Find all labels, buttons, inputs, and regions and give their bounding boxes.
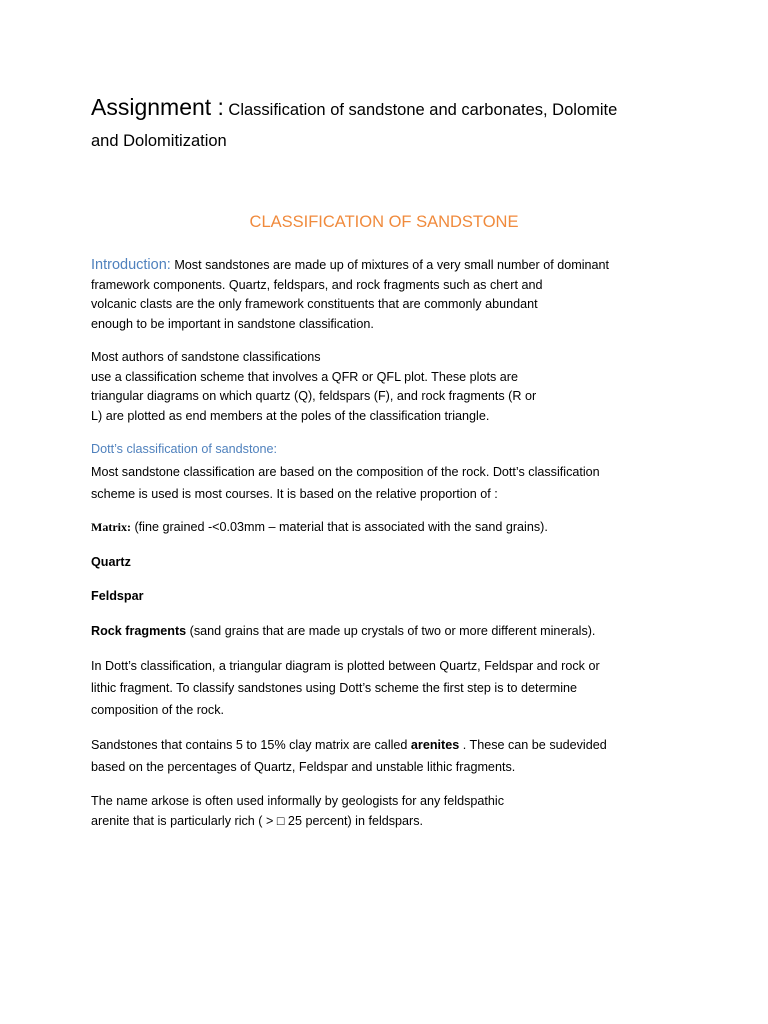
quartz-item	[91, 553, 691, 573]
matrix-label: Matrix:	[91, 520, 131, 534]
matrix-item	[91, 518, 691, 538]
intro-line-4: enough to be important in sandstone classification.	[91, 316, 374, 331]
arkose-line-2: arenite that is particularly rich ( > □ 25 percent) in feldspars.	[91, 813, 424, 828]
arenites-paragraph	[91, 734, 691, 778]
dott-heading	[91, 440, 691, 460]
triangle-paragraph	[91, 655, 691, 721]
title-rest: Classification of sandstone and carbonates, Dolomite	[228, 101, 618, 119]
triangle-line-2: lithic fragment. To classify sandstones using Dott’s scheme the first step is to determine	[91, 681, 578, 695]
dott-intro-line-1: Most sandstone classification are based on the composition of the rock. Dott’s classification	[91, 465, 600, 479]
title-line2: and Dolomitization	[91, 132, 227, 150]
matrix-text: (fine grained -<0.03mm – material that is associated with the sand grains).	[130, 520, 548, 534]
rock-fragments-item	[91, 622, 691, 642]
introduction-paragraph	[91, 256, 691, 334]
arenites-before: Sandstones that contains 5 to 15% clay matrix are called	[91, 738, 411, 752]
feldspar-label: Feldspar	[91, 589, 144, 603]
title-lead: Assignment :	[91, 94, 224, 120]
introduction-label: Introduction:	[91, 257, 171, 273]
quartz-label: Quartz	[91, 555, 131, 569]
authors-line-4: L) are plotted as end members at the poles of the classification triangle.	[91, 408, 490, 423]
authors-paragraph	[91, 348, 691, 426]
dott-intro-paragraph	[91, 461, 691, 505]
arkose-line-1: The name arkose is often used informally by geologists for any feldspathic	[91, 794, 505, 808]
triangle-line-1: In Dott’s classification, a triangular diagram is plotted between Quartz, Feldspar and rock or	[91, 659, 600, 673]
intro-line-2: framework components. Quartz, feldspars, and rock fragments such as chert and	[91, 277, 543, 292]
authors-line-3: triangular diagrams on which quartz (Q), feldspars (F), and rock fragments (R or	[91, 389, 537, 403]
section-heading: CLASSIFICATION OF SANDSTONE	[249, 213, 519, 231]
authors-line-2: use a classification scheme that involves a QFR or QFL plot. These plots are	[91, 369, 518, 384]
rock-fragments-label: Rock fragments	[91, 624, 187, 638]
assignment-title	[91, 92, 681, 156]
intro-line-3: volcanic clasts are the only framework constituents that are commonly abundant	[91, 297, 538, 311]
authors-line-1: Most authors of sandstone classifications	[91, 350, 321, 364]
dott-intro-line-2: scheme is used is most courses. It is based on the relative proportion of :	[91, 487, 498, 501]
rock-fragments-text: (sand grains that are made up crystals of two or more different minerals).	[186, 624, 596, 638]
feldspar-item	[91, 587, 691, 607]
arenites-bold: arenites	[410, 738, 460, 752]
arenites-after: . These can be sudevided	[459, 738, 607, 752]
arkose-paragraph	[91, 792, 691, 831]
triangle-line-3: composition of the rock.	[91, 703, 224, 717]
dott-heading-text: Dott’s classification of sandstone:	[91, 442, 277, 456]
intro-line-1: Most sandstones are made up of mixtures of a very small number of dominant	[174, 258, 609, 272]
arenites-line-2: based on the percentages of Quartz, Feldspar and unstable lithic fragments.	[91, 760, 516, 774]
